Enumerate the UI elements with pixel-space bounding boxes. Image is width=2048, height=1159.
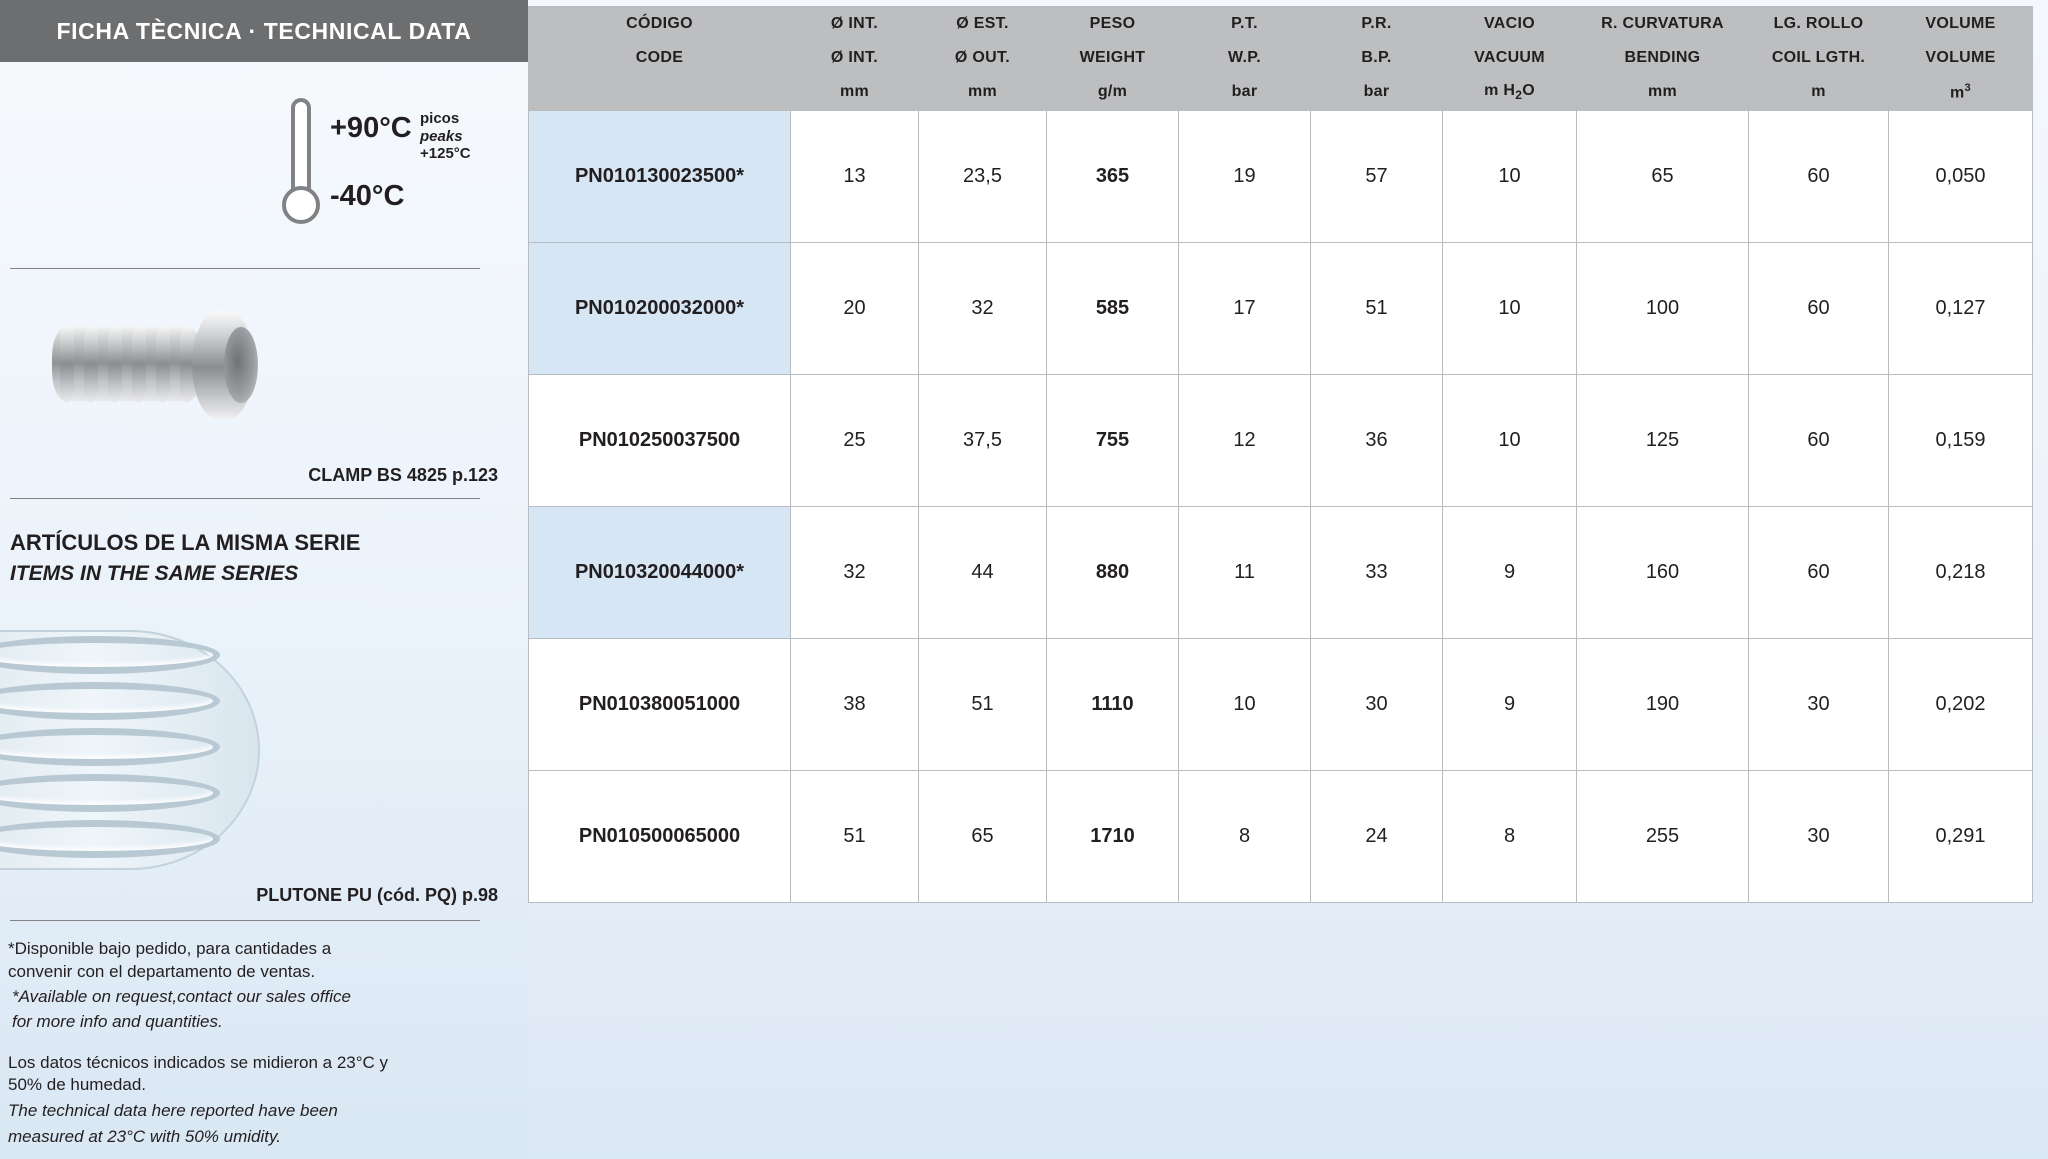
cell-burst-pressure: 36	[1311, 375, 1443, 507]
left-info-column	[0, 0, 528, 1159]
table-row	[529, 111, 2033, 243]
cell-coil-length: 30	[1749, 639, 1889, 771]
cell-code: PN010250037500	[529, 375, 791, 507]
cell-burst-pressure: 33	[1311, 507, 1443, 639]
cell-working-pressure: 12	[1179, 375, 1311, 507]
th-en-code: CODE	[529, 41, 791, 75]
table-row	[529, 375, 2033, 507]
cell-diameter-external: 51	[919, 639, 1047, 771]
th-en-bp: B.P.	[1311, 41, 1443, 75]
cell-burst-pressure: 30	[1311, 639, 1443, 771]
th-en-weight: WEIGHT	[1047, 41, 1179, 75]
hose-caption: PLUTONE PU (cód. PQ) p.98	[256, 885, 498, 905]
footnote-1-en-line1: *Available on request,contact our sales office	[12, 986, 351, 1006]
cell-code: PN010200032000*	[529, 243, 791, 375]
temperature-max: +90°C	[330, 112, 412, 144]
footnote-1-en-line2: for more info and quantities.	[12, 1011, 223, 1031]
cell-vacuum: 9	[1443, 639, 1577, 771]
series-title-es: ARTÍCULOS DE LA MISMA SERIE	[10, 530, 361, 555]
cell-code: PN010380051000	[529, 639, 791, 771]
th-en-bending: BENDING	[1577, 41, 1749, 75]
cell-bending-radius: 125	[1577, 375, 1749, 507]
th-en-wp: W.P.	[1179, 41, 1311, 75]
cell-diameter-external: 23,5	[919, 111, 1047, 243]
technical-data-table	[528, 6, 2033, 903]
cell-weight: 880	[1047, 507, 1179, 639]
cell-vacuum: 10	[1443, 375, 1577, 507]
footnote-2-es-line2: 50% de humedad.	[8, 1074, 146, 1094]
cell-diameter-internal: 20	[791, 243, 919, 375]
cell-code: PN010500065000	[529, 771, 791, 903]
peaks-label-en: peaks	[420, 127, 463, 145]
series-title-en: ITEMS IN THE SAME SERIES	[10, 562, 299, 585]
table-row	[529, 243, 2033, 375]
cell-vacuum: 9	[1443, 507, 1577, 639]
cell-working-pressure: 17	[1179, 243, 1311, 375]
cell-working-pressure: 8	[1179, 771, 1311, 903]
cell-coil-length: 60	[1749, 507, 1889, 639]
th-es-peso: PESO	[1047, 7, 1179, 41]
th-es-pr: P.R.	[1311, 7, 1443, 41]
footnote-2-en-line2: measured at 23°C with 50% umidity.	[8, 1127, 281, 1147]
cell-diameter-external: 32	[919, 243, 1047, 375]
th-unit-code	[529, 75, 791, 111]
cell-weight: 585	[1047, 243, 1179, 375]
divider-3	[10, 920, 480, 921]
cell-burst-pressure: 24	[1311, 771, 1443, 903]
cell-burst-pressure: 51	[1311, 243, 1443, 375]
th-unit-diam-int: mm	[791, 75, 919, 111]
header-row-spanish	[529, 7, 2033, 41]
cell-diameter-internal: 32	[791, 507, 919, 639]
th-en-diam-int: Ø INT.	[791, 41, 919, 75]
table-row	[529, 639, 2033, 771]
peaks-value: +125°C	[420, 145, 471, 163]
footnote-1-es-line2: convenir con el departamento de ventas.	[8, 961, 316, 981]
th-es-curvatura: R. CURVATURA	[1577, 7, 1749, 41]
th-unit-diam-out: mm	[919, 75, 1047, 111]
table-head	[529, 7, 2033, 111]
footnote-2-en-line1: The technical data here reported have been	[8, 1100, 338, 1120]
cell-diameter-external: 65	[919, 771, 1047, 903]
cell-diameter-internal: 13	[791, 111, 919, 243]
clamp-fitting-caption: CLAMP BS 4825 p.123	[308, 465, 498, 485]
cell-bending-radius: 65	[1577, 111, 1749, 243]
th-es-vacio: VACIO	[1443, 7, 1577, 41]
page-title: FICHA TÈCNICA · TECHNICAL DATA	[0, 0, 528, 62]
th-unit-weight: g/m	[1047, 75, 1179, 111]
cell-code: PN010130023500*	[529, 111, 791, 243]
header-row-units	[529, 75, 2033, 111]
cell-coil-length: 30	[1749, 771, 1889, 903]
table-body	[529, 111, 2033, 903]
th-es-diam-int: Ø INT.	[791, 7, 919, 41]
cell-volume: 0,050	[1889, 111, 2033, 243]
th-unit-coil: m	[1749, 75, 1889, 111]
divider-2	[10, 498, 480, 499]
cell-weight: 755	[1047, 375, 1179, 507]
cell-volume: 0,202	[1889, 639, 2033, 771]
footnote-2-es-line1: Los datos técnicos indicados se midieron a 23°C y	[8, 1052, 389, 1072]
cell-weight: 365	[1047, 111, 1179, 243]
cell-volume: 0,218	[1889, 507, 2033, 639]
th-en-coil: COIL LGTH.	[1749, 41, 1889, 75]
cell-bending-radius: 255	[1577, 771, 1749, 903]
table-row	[529, 507, 2033, 639]
thermometer-icon	[278, 98, 318, 230]
footnotes	[8, 938, 508, 1148]
th-unit-bp: bar	[1311, 75, 1443, 111]
th-es-diam-est: Ø EST.	[919, 7, 1047, 41]
divider-1	[10, 268, 480, 269]
cell-diameter-internal: 51	[791, 771, 919, 903]
th-unit-volume: $m^3$	[1889, 75, 2033, 111]
cell-working-pressure: 11	[1179, 507, 1311, 639]
cell-volume: 0,159	[1889, 375, 2033, 507]
cell-burst-pressure: 57	[1311, 111, 1443, 243]
th-es-codigo: CÓDIGO	[529, 7, 791, 41]
temperature-range-block	[0, 92, 528, 232]
cell-weight: 1710	[1047, 771, 1179, 903]
cell-diameter-internal: 25	[791, 375, 919, 507]
th-en-volume: VOLUME	[1889, 41, 2033, 75]
table-row	[529, 771, 2033, 903]
clamp-fitting-image	[52, 305, 287, 425]
th-es-volume: VOLUME	[1889, 7, 2033, 41]
cell-code: PN010320044000*	[529, 507, 791, 639]
temperature-min: -40°C	[330, 180, 405, 212]
temperature-peaks	[420, 110, 471, 163]
th-unit-wp: bar	[1179, 75, 1311, 111]
cell-diameter-external: 44	[919, 507, 1047, 639]
cell-coil-length: 60	[1749, 243, 1889, 375]
th-en-vacuum: VACUUM	[1443, 41, 1577, 75]
th-es-pt: P.T.	[1179, 7, 1311, 41]
cell-working-pressure: 19	[1179, 111, 1311, 243]
footnote-1-es-line1: *Disponible bajo pedido, para cantidades a	[8, 939, 332, 958]
th-es-rollo: LG. ROLLO	[1749, 7, 1889, 41]
cell-weight: 1110	[1047, 639, 1179, 771]
th-en-diam-out: Ø OUT.	[919, 41, 1047, 75]
cell-vacuum: 10	[1443, 111, 1577, 243]
cell-bending-radius: 190	[1577, 639, 1749, 771]
peaks-label-es: picos	[420, 110, 460, 127]
cell-vacuum: 10	[1443, 243, 1577, 375]
cell-volume: 0,291	[1889, 771, 2033, 903]
hose-image	[0, 630, 260, 870]
th-unit-bending: mm	[1577, 75, 1749, 111]
cell-vacuum: 8	[1443, 771, 1577, 903]
cell-diameter-internal: 38	[791, 639, 919, 771]
technical-data-table-wrapper	[528, 0, 2048, 1159]
cell-bending-radius: 160	[1577, 507, 1749, 639]
cell-coil-length: 60	[1749, 375, 1889, 507]
cell-working-pressure: 10	[1179, 639, 1311, 771]
cell-volume: 0,127	[1889, 243, 2033, 375]
cell-diameter-external: 37,5	[919, 375, 1047, 507]
header-row-english	[529, 41, 2033, 75]
cell-coil-length: 60	[1749, 111, 1889, 243]
cell-bending-radius: 100	[1577, 243, 1749, 375]
th-unit-vacuum: m $H_2O$	[1443, 75, 1577, 111]
